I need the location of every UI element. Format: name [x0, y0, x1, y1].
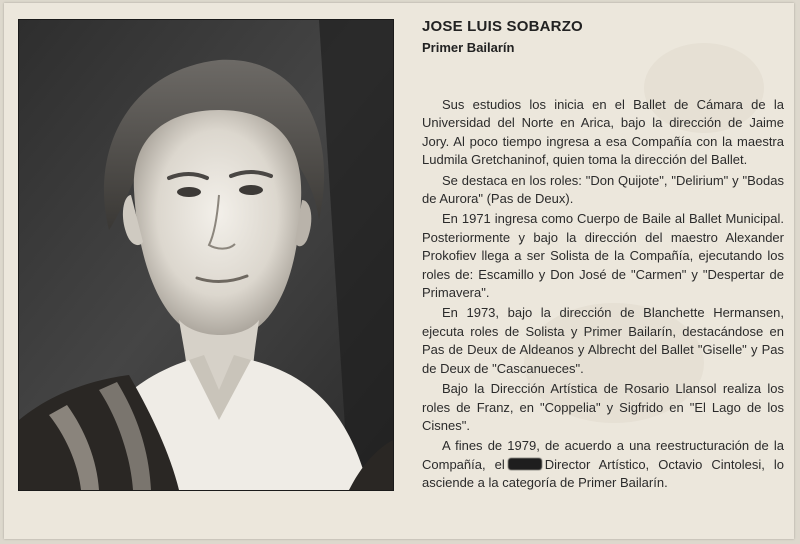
newspaper-clipping	[4, 3, 794, 539]
dancer-role: Primer Bailarín	[422, 40, 515, 55]
bio-paragraph: En 1973, bajo la dirección de Blanchette Hermansen, ejecuta roles de Solista y Primer Bailarín, destacándose en Pas de Deux de Aldeanos y Albrecht del Ballet "Giselle" y Pas de Deux de "Cascanueces".	[422, 305, 784, 376]
article-header	[422, 17, 583, 57]
bio-paragraph: En 1971 ingresa como Cuerpo de Baile al Ballet Municipal. Posteriormente y bajo la dirección del maestro Alexander Prokofiev llega a ser Solista de la Compañía, ejecutando los roles de: Escamillo y Don José de "Carmen" y "Despertar de Primavera".	[422, 211, 784, 301]
dancer-portrait-photo	[18, 19, 394, 491]
bio-paragraph: Bajo la Dirección Artística de Rosario Llansol realiza los roles de Franz, en "Coppelia" y Sigfrido en "El Lago de los Cisnes".	[422, 381, 784, 433]
bio-paragraph	[422, 437, 784, 492]
bio-paragraph: Se destaca en los roles: "Don Quijote", "Delirium" y "Bodas de Aurora" (Pas de Deux).	[422, 172, 784, 207]
ink-smudge	[508, 458, 542, 470]
dancer-name: JOSE LUIS SOBARZO	[422, 18, 583, 35]
bio-paragraph-part: Director Artístico, Octavio Cintolesi, lo asciende a la categoría de Primer Bailarín.	[422, 456, 784, 491]
bio-paragraph: Sus estudios los inicia en el Ballet de Cámara de la Universidad del Norte en Arica, bajo la dirección de Jaime Jory. Al poco tiempo ingresa a esa Compañía con la maestra Ludmila Gretchaninof, quien toma la dirección del Ballet.	[422, 97, 784, 168]
bio-paragraph-part: A fines de 1979, de acuerdo a una reestructuración de la Compañía, el	[422, 438, 784, 472]
biography-text	[422, 96, 784, 495]
